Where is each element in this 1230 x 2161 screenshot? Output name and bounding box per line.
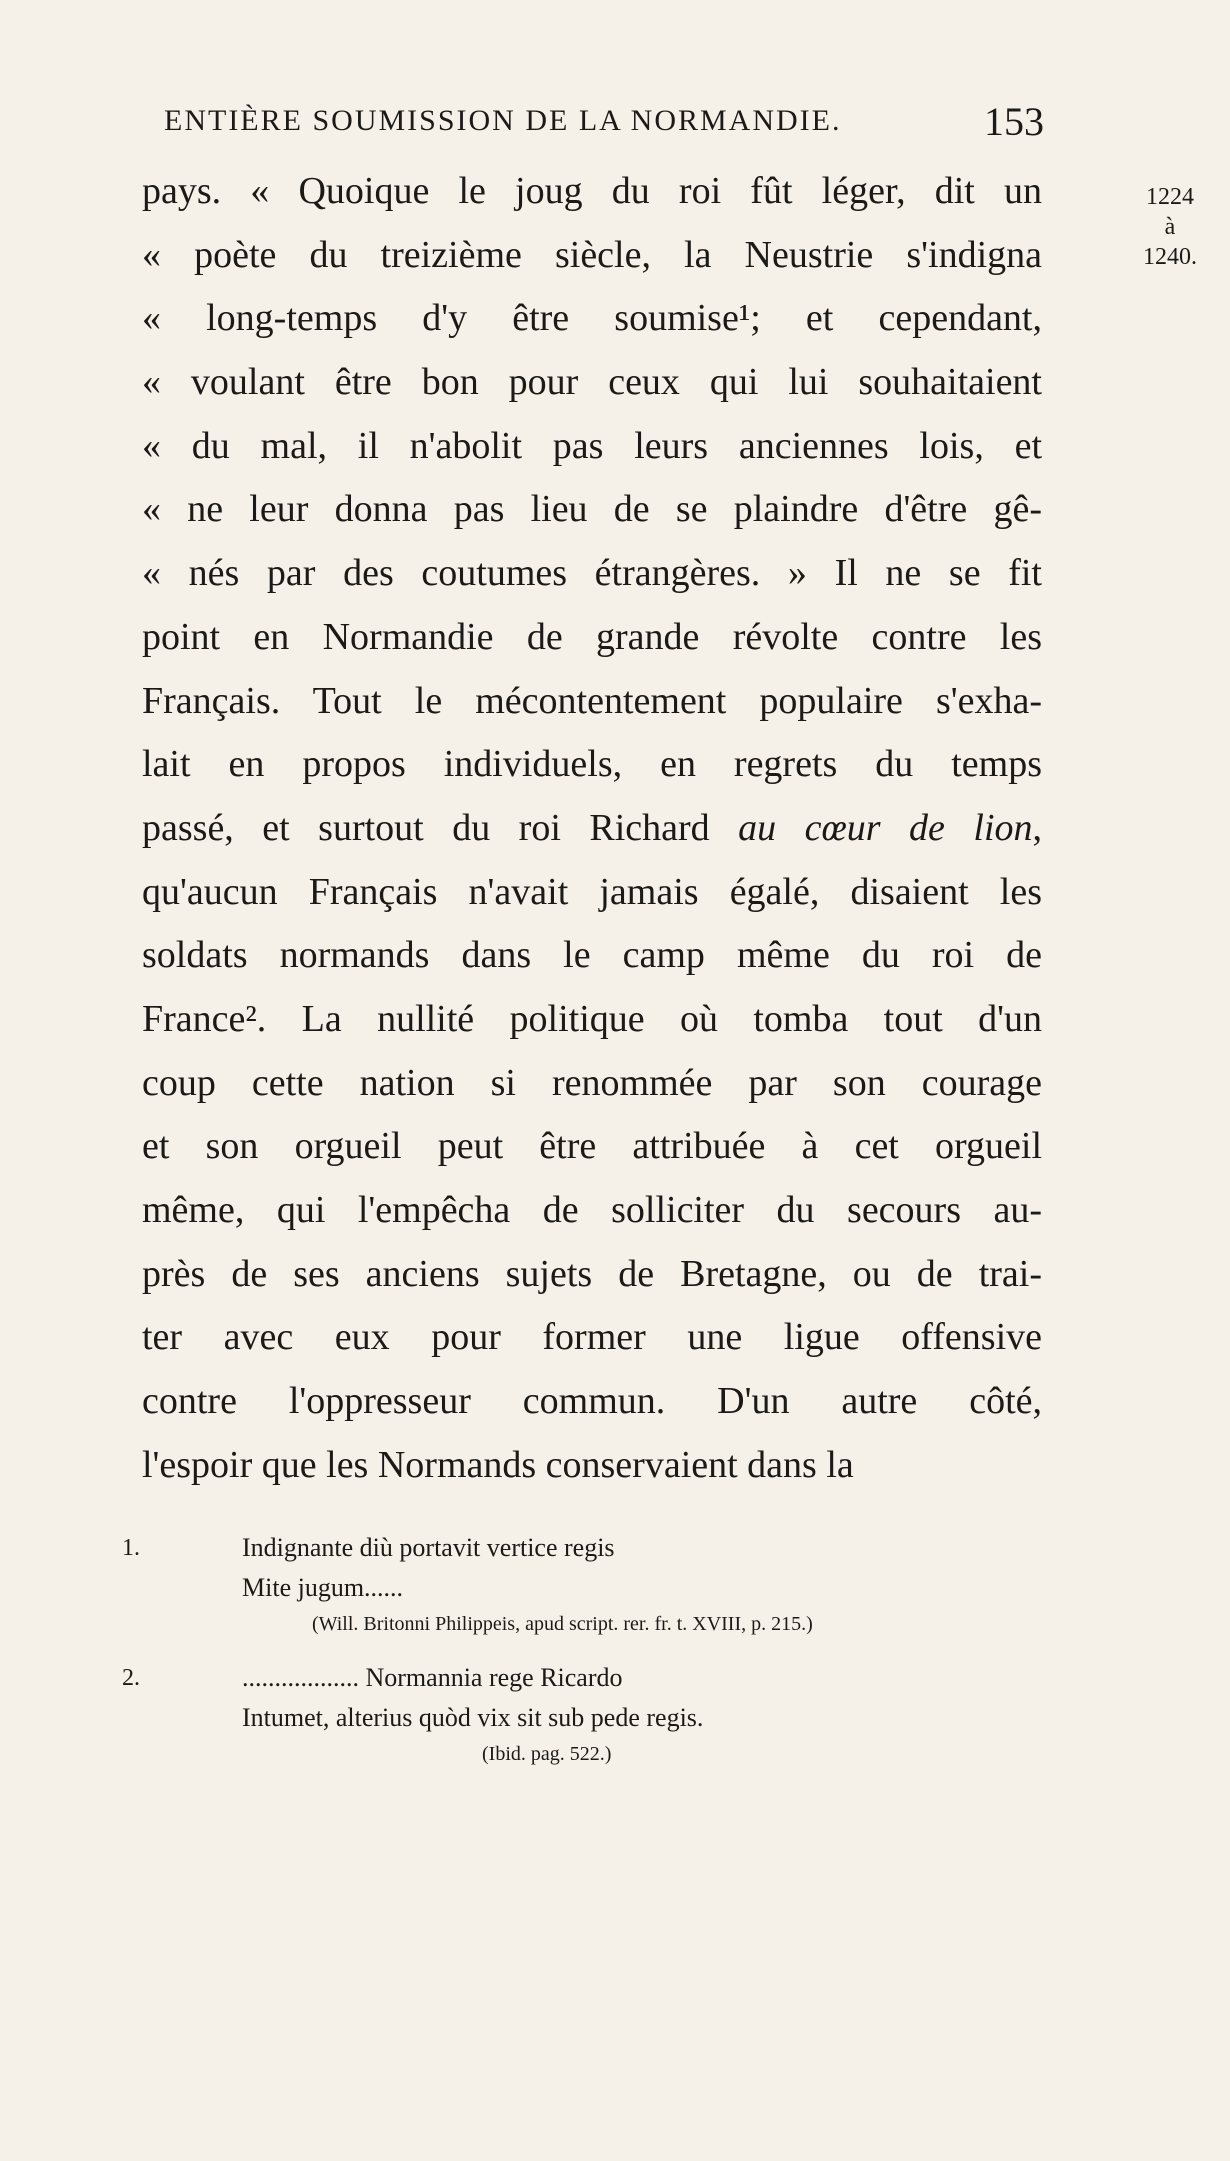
running-head	[164, 98, 1044, 144]
italic-phrase: au cœur de lion	[738, 806, 1033, 849]
footnote-verse-line: Mite jugum......	[242, 1573, 404, 1602]
footnote-verse-line: Indignante diù portavit vertice regis	[242, 1533, 615, 1562]
margin-date-separator: à	[1164, 214, 1176, 240]
text-line: lait en propos individuels, en regrets du temps	[142, 743, 1042, 786]
footnote-number: 2.	[122, 1665, 140, 1691]
footnote-2	[122, 1658, 1042, 1770]
margin-date	[1130, 182, 1210, 272]
margin-date-start: 1224	[1146, 184, 1194, 210]
text-line: qu'aucun Français n'avait jamais égalé, disaient les	[142, 870, 1042, 913]
footnote-1	[122, 1528, 1042, 1640]
footnote-citation: (Ibid. pag. 522.)	[482, 1743, 612, 1765]
text-line: France². La nullité politique où tomba tout d'un	[142, 997, 1042, 1040]
text-line-with-italic	[142, 797, 1042, 861]
text-line: « du mal, il n'abolit pas leurs anciennes lois, et	[142, 424, 1042, 467]
text-line: et son orgueil peut être attribuée à cet orgueil	[142, 1125, 1042, 1168]
text-line: contre l'oppresseur commun. D'un autre côté,	[142, 1380, 1042, 1423]
text-segment: passé, et surtout du roi Richard	[142, 806, 710, 849]
text-line: coup cette nation si renommée par son courage	[142, 1061, 1042, 1104]
text-line: « voulant être bon pour ceux qui lui souhaitaient	[142, 361, 1042, 404]
page-number: 153	[984, 99, 1044, 144]
footnote-verse-line: .................. Normannia rege Ricardo	[242, 1663, 623, 1692]
body-text	[142, 160, 1042, 1497]
text-line: soldats normands dans le camp même du roi de	[142, 934, 1042, 977]
text-line: l'espoir que les Normands conservaient dans la	[142, 1443, 854, 1486]
text-line: près de ses anciens sujets de Bretagne, ou de trai-	[142, 1252, 1042, 1295]
text-line: pays. « Quoique le joug du roi fût léger, dit un	[142, 170, 1042, 212]
footnote-citation: (Will. Britonni Philippeis, apud script. rer. fr. t. XVIII, p. 215.)	[312, 1613, 813, 1635]
text-line: « nés par des coutumes étrangères. » Il ne se fit	[142, 552, 1042, 595]
text-line: « poète du treizième siècle, la Neustrie s'indigna	[142, 233, 1042, 276]
margin-date-end: 1240.	[1143, 244, 1197, 270]
text-line: « long-temps d'y être soumise¹; et cependant,	[142, 297, 1042, 340]
text-line: « ne leur donna pas lieu de se plaindre d'être gê-	[142, 488, 1042, 531]
text-segment: ,	[1032, 806, 1042, 849]
text-line: point en Normandie de grande révolte contre les	[142, 615, 1042, 658]
text-line: Français. Tout le mécontentement populaire s'exha-	[142, 679, 1042, 722]
footnotes	[122, 1528, 1042, 1770]
footnote-number: 1.	[122, 1535, 140, 1561]
text-line: ter avec eux pour former une ligue offensive	[142, 1316, 1042, 1359]
text-line: même, qui l'empêcha de solliciter du secours au-	[142, 1189, 1042, 1231]
running-title: ENTIÈRE SOUMISSION DE LA NORMANDIE.	[164, 104, 842, 137]
footnote-verse-line: Intumet, alterius quòd vix sit sub pede regis.	[242, 1703, 704, 1732]
